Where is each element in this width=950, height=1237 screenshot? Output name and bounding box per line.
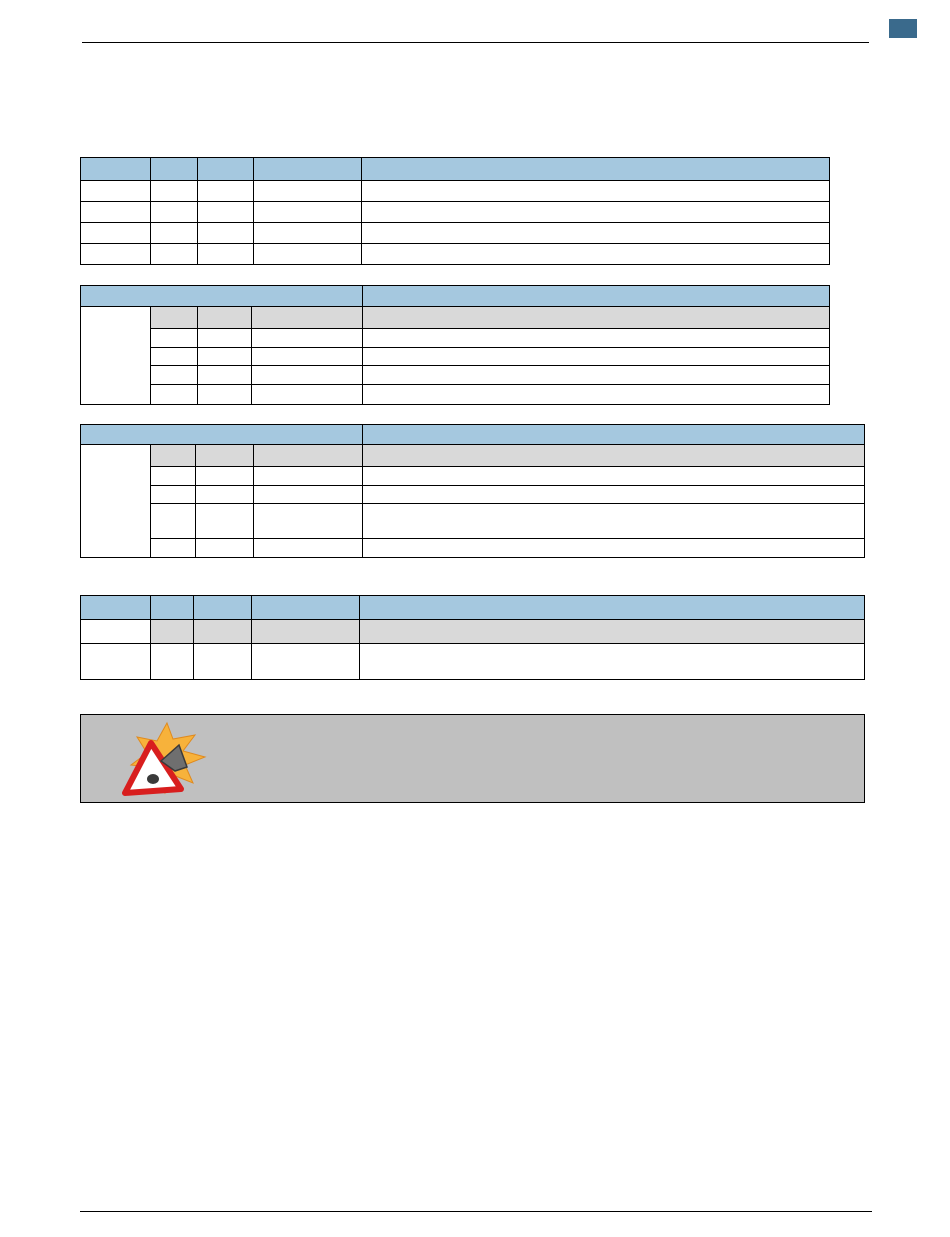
warning-triangle-icon bbox=[117, 721, 207, 797]
table-cell bbox=[363, 348, 830, 366]
footer-rule bbox=[80, 1211, 872, 1212]
table-cell bbox=[363, 539, 865, 558]
table-cell bbox=[362, 244, 830, 265]
table-row bbox=[81, 202, 830, 223]
table-cell bbox=[360, 644, 865, 680]
table-cell bbox=[194, 644, 252, 680]
table-cell bbox=[363, 467, 865, 486]
table-row bbox=[81, 644, 865, 680]
table-cell bbox=[254, 202, 362, 223]
table-cell bbox=[252, 307, 363, 329]
table-cell bbox=[198, 223, 254, 244]
table-row bbox=[81, 504, 865, 539]
table-cell bbox=[198, 181, 254, 202]
table-cell bbox=[151, 385, 198, 405]
table-row bbox=[81, 223, 830, 244]
table-cell bbox=[81, 307, 151, 405]
table-cell bbox=[151, 181, 198, 202]
register-table-1 bbox=[80, 157, 830, 265]
table-cell bbox=[362, 181, 830, 202]
table-cell bbox=[81, 244, 151, 265]
table-cell bbox=[252, 385, 363, 405]
table-row bbox=[81, 467, 865, 486]
register-table-4 bbox=[80, 595, 865, 680]
table-row bbox=[81, 244, 830, 265]
table-cell bbox=[252, 366, 363, 385]
table-cell bbox=[151, 329, 198, 348]
table-cell bbox=[151, 539, 196, 558]
table-cell bbox=[254, 181, 362, 202]
table-cell bbox=[363, 504, 865, 539]
table-cell bbox=[151, 158, 198, 181]
table-cell bbox=[81, 445, 151, 558]
table-cell bbox=[198, 329, 252, 348]
table-cell bbox=[151, 244, 198, 265]
table-cell bbox=[363, 486, 865, 504]
table-row bbox=[81, 329, 830, 348]
table-cell bbox=[252, 348, 363, 366]
table-cell bbox=[81, 596, 151, 620]
register-table-2 bbox=[80, 285, 830, 405]
table-cell bbox=[363, 366, 830, 385]
table-cell bbox=[81, 202, 151, 223]
table-cell bbox=[252, 596, 360, 620]
register-table-3 bbox=[80, 424, 865, 558]
table-cell bbox=[194, 620, 252, 644]
table-row bbox=[81, 486, 865, 504]
table-row bbox=[81, 181, 830, 202]
table-cell bbox=[151, 202, 198, 223]
chapter-tab bbox=[889, 19, 917, 38]
table-cell bbox=[151, 467, 196, 486]
table-cell bbox=[363, 445, 865, 467]
table-cell bbox=[196, 445, 254, 467]
table-cell bbox=[151, 348, 198, 366]
table-cell bbox=[254, 223, 362, 244]
table-cell bbox=[151, 486, 196, 504]
table-cell bbox=[196, 504, 254, 539]
table-cell bbox=[254, 486, 363, 504]
table-cell bbox=[254, 244, 362, 265]
table-cell bbox=[196, 486, 254, 504]
table-cell bbox=[151, 223, 198, 244]
table-cell bbox=[196, 539, 254, 558]
table-cell bbox=[252, 620, 360, 644]
table-cell bbox=[81, 223, 151, 244]
table-cell bbox=[254, 504, 363, 539]
table-cell bbox=[363, 329, 830, 348]
table-cell bbox=[151, 596, 194, 620]
table-cell bbox=[198, 202, 254, 223]
table-cell bbox=[360, 620, 865, 644]
table-cell bbox=[81, 425, 363, 445]
table-row bbox=[81, 366, 830, 385]
table-cell bbox=[254, 467, 363, 486]
table-row bbox=[81, 539, 865, 558]
table-cell bbox=[363, 385, 830, 405]
table-cell bbox=[151, 644, 194, 680]
header-rule bbox=[82, 42, 869, 43]
table-cell bbox=[151, 445, 196, 467]
warning-box bbox=[80, 714, 865, 803]
table-row bbox=[81, 385, 830, 405]
table-cell bbox=[198, 307, 252, 329]
table-cell bbox=[198, 158, 254, 181]
table-cell bbox=[362, 158, 830, 181]
table-cell bbox=[194, 596, 252, 620]
table-cell bbox=[198, 366, 252, 385]
table-cell bbox=[81, 644, 151, 680]
table-cell bbox=[252, 644, 360, 680]
table-row bbox=[81, 348, 830, 366]
table-cell bbox=[362, 202, 830, 223]
table-cell bbox=[198, 348, 252, 366]
table-cell bbox=[81, 620, 151, 644]
table-cell bbox=[362, 223, 830, 244]
table-cell bbox=[196, 467, 254, 486]
table-cell bbox=[151, 504, 196, 539]
table-cell bbox=[363, 307, 830, 329]
table-cell bbox=[198, 244, 254, 265]
table-cell bbox=[252, 329, 363, 348]
table-cell bbox=[198, 385, 252, 405]
table-cell bbox=[363, 425, 865, 445]
table-cell bbox=[151, 307, 198, 329]
table-cell bbox=[360, 596, 865, 620]
table-cell bbox=[254, 158, 362, 181]
table-cell bbox=[151, 366, 198, 385]
table-cell bbox=[363, 286, 830, 307]
table-cell bbox=[81, 158, 151, 181]
table-cell bbox=[151, 620, 194, 644]
table-cell bbox=[81, 286, 363, 307]
table-cell bbox=[254, 539, 363, 558]
table-cell bbox=[81, 181, 151, 202]
table-row bbox=[81, 620, 865, 644]
table-cell bbox=[254, 445, 363, 467]
